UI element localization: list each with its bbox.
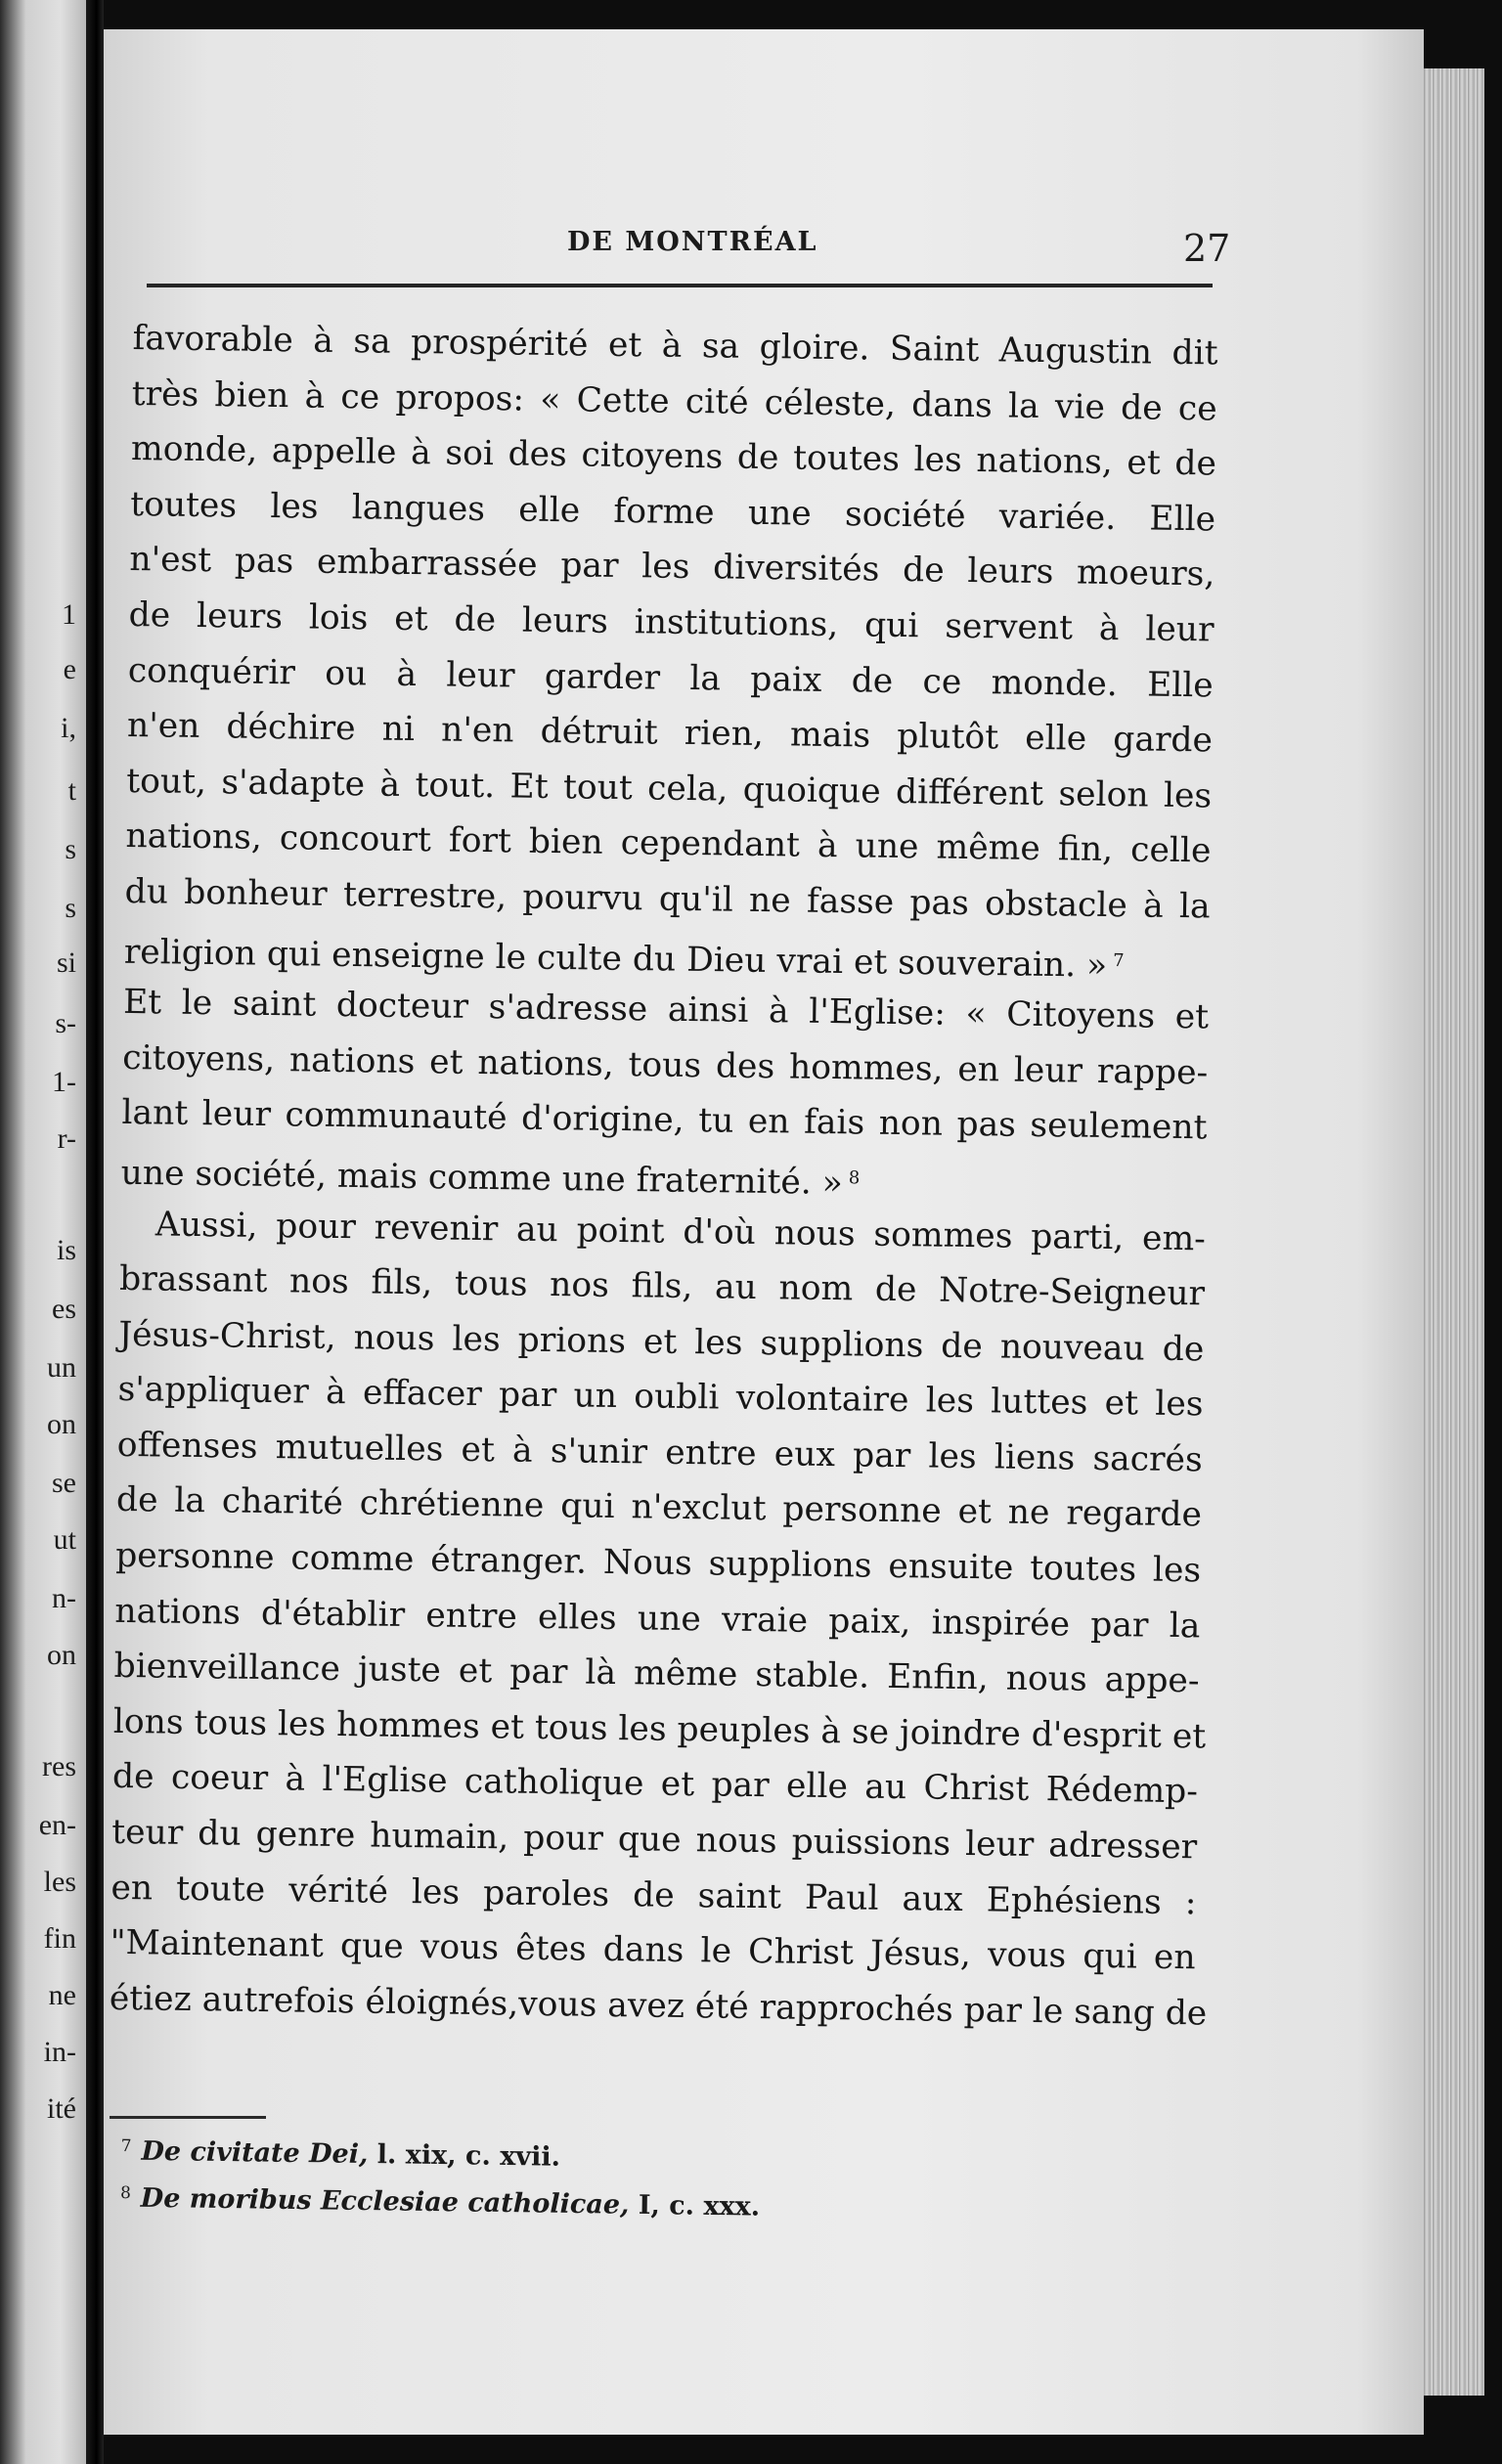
- text-line: Jésus-Christ, nous les prions et les supplions de nouveau de: [118, 1314, 1205, 1370]
- text-line: de la charité chrétienne qui n'exclut personne et ne regarde: [115, 1480, 1203, 1535]
- page-number: 27: [1183, 227, 1231, 270]
- text-line: offenses mutuelles et à s'unir entre eux par les liens sacrés: [116, 1425, 1203, 1480]
- footnote-mark: 8: [119, 2182, 132, 2203]
- text-line: bienveillance juste et par là même stable. Enfin, nous appe-: [113, 1647, 1200, 1701]
- text-line: Et le saint docteur s'adresse ainsi à l'Eglise: « Citoyens et: [122, 983, 1210, 1037]
- text-line: teur du genre humain, pour que nous puissions leur adresser: [110, 1812, 1198, 1868]
- facing-page-fragment: es: [52, 1293, 76, 1325]
- text-line: toutes les langues elle forme une société variée. Elle: [129, 484, 1216, 540]
- facing-page-fragment: 1: [62, 598, 76, 631]
- facing-page-fragment: en-: [38, 1809, 76, 1841]
- facing-page-fragment: r-: [57, 1122, 76, 1155]
- facing-page-fragment: ut: [53, 1523, 76, 1556]
- footnote-title: De moribus Ecclesiae catholicae,: [140, 2182, 630, 2221]
- text-line: conquérir ou à leur garder la paix de ce monde. Elle: [127, 650, 1215, 706]
- text-line: personne comme étranger. Nous supplions ensuite toutes les: [114, 1535, 1202, 1591]
- text-line: Aussi, pour revenir au point d'où nous sommes parti, em-: [155, 1204, 1207, 1258]
- footnote-title: De civitate Dei,: [141, 2135, 369, 2171]
- text-line: de coeur à l'Eglise catholique et par elle au Christ Rédemp-: [111, 1757, 1199, 1812]
- text-line: étiez autrefois éloignés,vous avez été rapprochés par le sang de: [109, 1978, 1208, 2034]
- facing-page-fragment: i,: [61, 712, 76, 744]
- facing-page-fragment: 1-: [52, 1066, 76, 1098]
- line-text: une société, mais comme une fraternité. »: [120, 1153, 844, 1203]
- footnote-rule: [110, 2116, 266, 2119]
- footnote-ref-8: 8: [848, 1167, 861, 1189]
- text-line: brassant nos fils, tous nos fils, au nom de Notre-Seigneur: [118, 1258, 1206, 1314]
- body-text: [110, 311, 1218, 2042]
- facing-page-fragment: ité: [47, 2092, 76, 2125]
- facing-page-fragment: les: [43, 1866, 76, 1898]
- text-line: "Maintenant que vous êtes dans le Christ Jésus, vous qui en: [110, 1923, 1196, 1978]
- footnote-detail: l. xix, c. xvii.: [368, 2139, 561, 2173]
- facing-page-fragment: s: [65, 833, 76, 865]
- facing-page-fragment: in-: [43, 2036, 76, 2068]
- facing-page-fragment: fin: [43, 1922, 76, 1955]
- footnote-ref-7: 7: [1113, 949, 1125, 971]
- facing-page-fragment: un: [47, 1351, 76, 1384]
- text-line: lons tous les hommes et tous les peuples à se joindre d'esprit et: [112, 1701, 1207, 1757]
- text-line: nations, concourt fort bien cependant à une même fin, celle: [125, 816, 1212, 871]
- facing-page-fragment: on: [47, 1639, 76, 1671]
- facing-page-edge: [0, 0, 86, 2464]
- text-line: très bien à ce propos: « Cette cité céleste, dans la vie de ce: [131, 374, 1217, 429]
- facing-page-fragment: s: [65, 892, 76, 924]
- facing-page-fragment: se: [52, 1467, 76, 1499]
- facing-page-fragment: ne: [48, 1979, 76, 2011]
- facing-page-fragment: res: [42, 1750, 76, 1782]
- facing-page-fragment: si: [56, 946, 76, 979]
- footnotes: [120, 2126, 1099, 2232]
- text-line: s'appliquer à effacer par un oubli volontaire les luttes et les: [117, 1370, 1204, 1425]
- header-rule: [147, 284, 1213, 287]
- text-line: nations d'établir entre elles une vraie paix, inspirée par la: [114, 1591, 1201, 1647]
- text-line: en toute vérité les paroles de saint Paul aux Ephésiens :: [110, 1868, 1197, 1922]
- facing-page-fragment: on: [47, 1408, 76, 1440]
- facing-page-fragment: t: [67, 774, 76, 807]
- book-gutter: [86, 0, 104, 2464]
- text-line: n'est pas embarrassée par les diversités de leurs moeurs,: [129, 540, 1215, 594]
- text-line: monde, appelle à soi des citoyens de toutes les nations, et de: [130, 429, 1217, 484]
- text-line: du bonheur terrestre, pourvu qu'il ne fasse pas obstacle à la: [124, 871, 1211, 927]
- text-line: tout, s'adapte à tout. Et tout cela, quoique différent selon les: [126, 761, 1213, 816]
- text-line: lant leur communauté d'origine, tu en fais non pas seulement: [121, 1093, 1208, 1148]
- footnote-detail: I, c. xxx.: [629, 2189, 761, 2222]
- footnote-mark: 7: [120, 2135, 132, 2157]
- facing-page-fragment: n-: [52, 1582, 76, 1614]
- text-line: favorable à sa prospérité et à sa gloire. Saint Augustin dit: [132, 318, 1218, 374]
- text-line: citoyens, nations et nations, tous des hommes, en leur rappe-: [122, 1037, 1209, 1093]
- facing-page-fragment: s-: [55, 1007, 76, 1039]
- running-head: DE MONTRÉAL: [567, 227, 818, 257]
- line-text: religion qui enseigne le culte du Dieu vrai et souverain. »: [123, 932, 1108, 986]
- facing-page-fragment: is: [56, 1234, 76, 1266]
- page-edges: [1424, 68, 1484, 2396]
- text-line: de leurs lois et de leurs institutions, qui servent à leur: [128, 594, 1215, 650]
- text-line: n'en déchire ni n'en détruit rien, mais plutôt elle garde: [126, 706, 1214, 761]
- facing-page-fragment: e: [63, 653, 76, 685]
